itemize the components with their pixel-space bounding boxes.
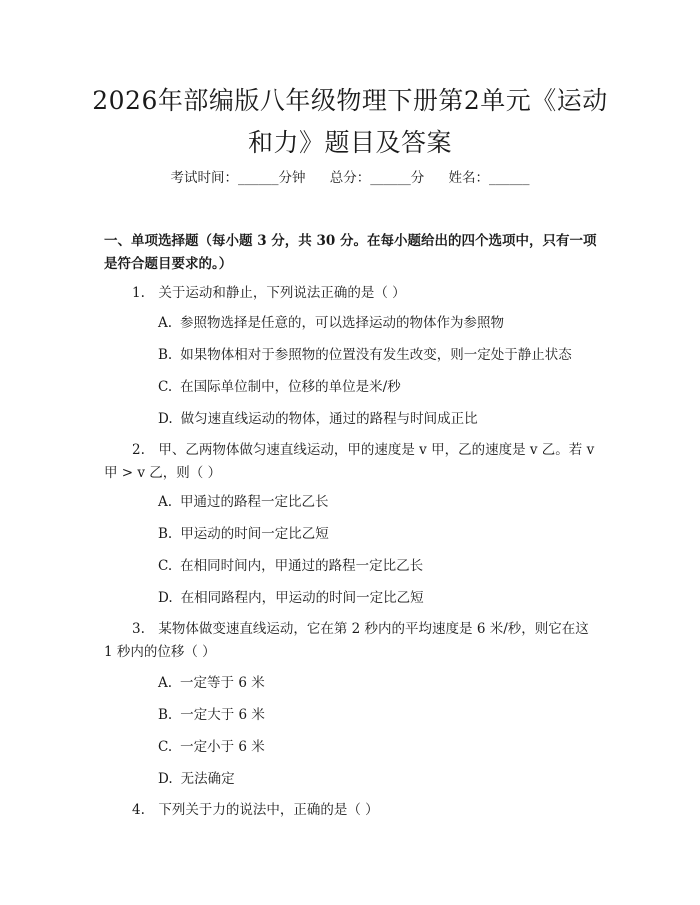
student-name: 姓名：______ bbox=[448, 170, 530, 186]
document-title: 2026年部编版八年级物理下册第2单元《运动和力》题目及答案 bbox=[92, 86, 608, 157]
exam-meta bbox=[0, 168, 700, 188]
option-text: 一定小于 6 米 bbox=[180, 739, 265, 755]
option-letter: B. bbox=[158, 526, 173, 542]
option-letter: C. bbox=[158, 379, 173, 395]
option-text: 甲运动的时间一定比乙短 bbox=[180, 526, 329, 542]
question-2: 2. 甲、乙两物体做匀速直线运动，甲的速度是 v 甲，乙的速度是 v 乙。若 v 甲 > v 乙，则（ ） bbox=[104, 442, 595, 481]
option-letter: C. bbox=[158, 739, 173, 755]
option-letter: A. bbox=[158, 675, 173, 691]
option-text: 在相同时间内，甲通过的路程一定比乙长 bbox=[180, 558, 424, 574]
section-heading: 一、单项选择题（每小题 3 分，共 30 分。在每小题给出的四个选项中，只有一项是符合题目要求的。） bbox=[104, 233, 597, 272]
option-letter: A. bbox=[158, 494, 173, 510]
question-2-option-c bbox=[158, 556, 598, 576]
option-letter: B. bbox=[158, 707, 173, 723]
option-text: 甲通过的路程一定比乙长 bbox=[180, 494, 329, 510]
option-letter: D. bbox=[158, 411, 173, 427]
question-2-option-d bbox=[158, 588, 598, 608]
option-letter: C. bbox=[158, 558, 173, 574]
total-score: 总分：______分 bbox=[329, 170, 425, 186]
question-2-option-b bbox=[158, 524, 598, 544]
option-text: 无法确定 bbox=[180, 771, 235, 787]
option-letter: B. bbox=[158, 347, 173, 363]
option-text: 一定大于 6 米 bbox=[180, 707, 265, 723]
question-1-option-d bbox=[158, 409, 598, 429]
question-3-option-b bbox=[158, 705, 598, 725]
question-2-option-a bbox=[158, 492, 598, 512]
question-3-option-d bbox=[158, 769, 598, 789]
option-text: 一定等于 6 米 bbox=[180, 675, 265, 691]
question-1-option-a bbox=[158, 313, 598, 333]
option-letter: A. bbox=[158, 315, 173, 331]
option-text: 在国际单位制中，位移的单位是米/秒 bbox=[180, 379, 401, 395]
option-letter: D. bbox=[158, 590, 173, 606]
question-1-option-b bbox=[158, 345, 598, 365]
question-4: 4. 下列关于力的说法中，正确的是（ ） bbox=[132, 802, 379, 818]
option-text: 在相同路程内，甲运动的时间一定比乙短 bbox=[180, 590, 424, 606]
option-text: 参照物选择是任意的，可以选择运动的物体作为参照物 bbox=[180, 315, 505, 331]
option-text: 如果物体相对于参照物的位置没有发生改变，则一定处于静止状态 bbox=[180, 347, 572, 363]
question-1-option-c bbox=[158, 377, 598, 397]
question-1: 1. 关于运动和静止，下列说法正确的是（ ） bbox=[132, 285, 406, 301]
question-3-option-c bbox=[158, 737, 598, 757]
exam-time: 考试时间：______分钟 bbox=[170, 170, 306, 186]
option-text: 做匀速直线运动的物体，通过的路程与时间成正比 bbox=[180, 411, 478, 427]
option-letter: D. bbox=[158, 771, 173, 787]
question-3: 3. 某物体做变速直线运动，它在第 2 秒内的平均速度是 6 米/秒，则它在这 1 秒内的位移（ ） bbox=[104, 621, 589, 660]
question-3-option-a bbox=[158, 673, 598, 693]
